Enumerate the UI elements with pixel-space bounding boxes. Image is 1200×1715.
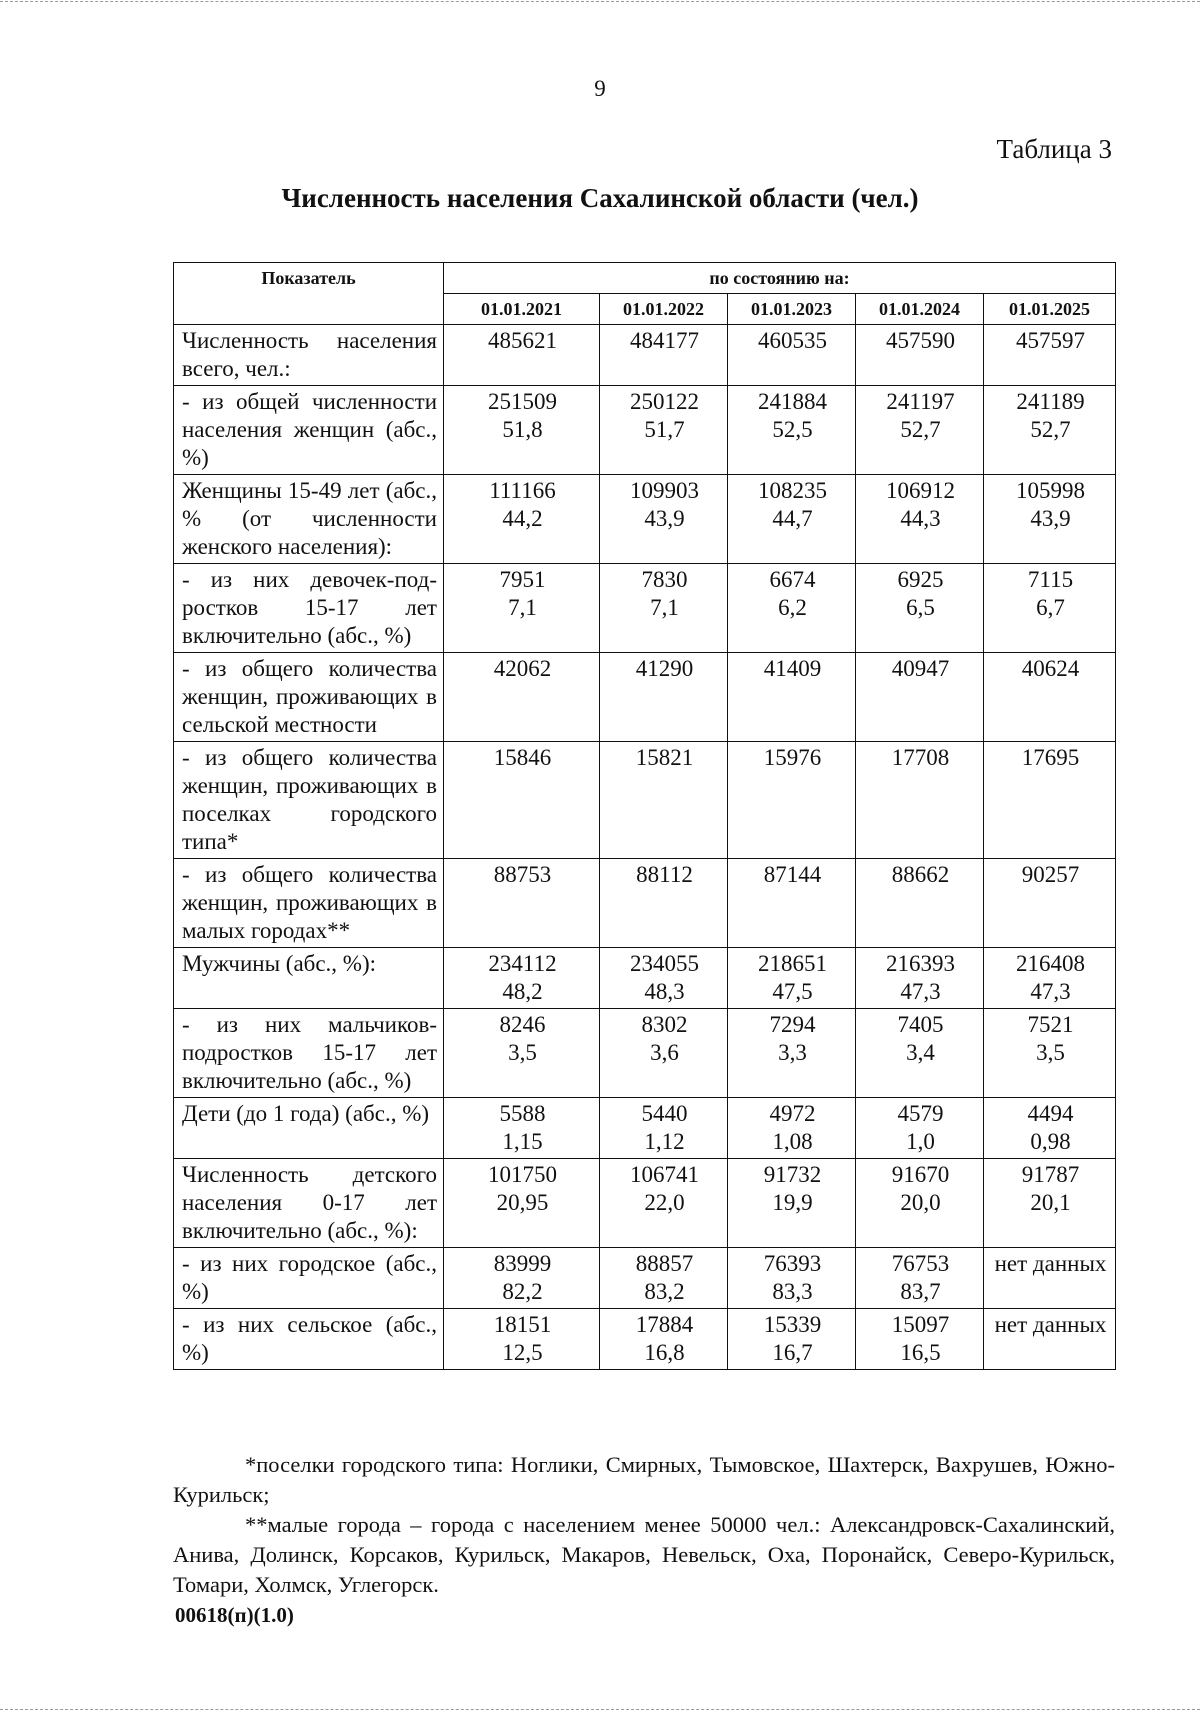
value-absolute: 218651 [758, 951, 827, 976]
value-percent: 7,1 [508, 595, 537, 620]
value-absolute: 7115 [1027, 567, 1074, 592]
value-absolute: 241884 [758, 389, 827, 414]
value-percent: 43,9 [644, 506, 685, 531]
value-cell [856, 948, 984, 1009]
value-cell [984, 325, 1116, 386]
header-date: 01.01.2021 [444, 294, 600, 325]
row-label: - из общего количества женщин, проживающих в малых городах** [174, 859, 444, 948]
table-row [174, 325, 1116, 386]
value-absolute: 17695 [1021, 745, 1080, 770]
value-absolute: 109903 [630, 478, 699, 503]
value-absolute: 7830 [641, 567, 688, 592]
value-absolute: нет данных [994, 1312, 1107, 1337]
value-percent: 43,9 [1030, 506, 1071, 531]
value-percent: 12,5 [502, 1340, 543, 1365]
value-cell [856, 1159, 984, 1248]
value-absolute: 88112 [636, 862, 693, 887]
value-cell [856, 475, 984, 564]
value-absolute: 76393 [763, 1251, 822, 1276]
value-percent: 47,3 [900, 979, 941, 1004]
value-percent: 52,5 [772, 417, 813, 442]
table-row [174, 1159, 1116, 1248]
value-absolute: 108235 [758, 478, 827, 503]
value-percent: 3,5 [508, 1040, 537, 1065]
value-cell [984, 1009, 1116, 1098]
row-label: - из них сельское (абс., %) [174, 1309, 444, 1370]
value-percent: 20,1 [1030, 1190, 1071, 1215]
value-cell [856, 742, 984, 859]
value-percent: 44,7 [772, 506, 813, 531]
footnote-small-towns: **малые города – города с населением менее 50000 чел.: Александровск-Сахалинский, Анива, Долинск, Корсаков, Курильск, Макаров, Невельск, Оха, Поронайск, Северо-Курильск, Томари, Холмск, Углегорск. [173, 1512, 1115, 1597]
value-absolute: 485621 [488, 328, 557, 353]
value-absolute: 7405 [897, 1012, 944, 1037]
value-absolute: 6925 [897, 567, 944, 592]
value-absolute: 457590 [886, 328, 955, 353]
scan-edge-top [0, 1, 1200, 2]
header-date: 01.01.2023 [728, 294, 856, 325]
value-absolute: 91787 [1021, 1162, 1080, 1187]
value-percent: 22,0 [644, 1190, 685, 1215]
scan-edge-bottom [0, 1709, 1200, 1710]
value-cell [444, 1159, 600, 1248]
value-cell [600, 1009, 728, 1098]
value-percent: 83,7 [900, 1279, 941, 1304]
value-cell [984, 1098, 1116, 1159]
value-absolute: 15846 [493, 745, 552, 770]
value-cell [984, 1309, 1116, 1370]
value-absolute: 90257 [1021, 862, 1080, 887]
row-label: - из общей численности населения женщин (абс., %) [174, 386, 444, 475]
value-cell [600, 325, 728, 386]
value-cell [728, 859, 856, 948]
value-percent: 3,4 [906, 1040, 935, 1065]
population-table [173, 262, 1116, 1370]
value-absolute: 17708 [891, 745, 950, 770]
value-cell [856, 653, 984, 742]
row-label: Мужчины (абс., %): [174, 948, 444, 1009]
value-absolute: 216408 [1016, 951, 1085, 976]
value-percent: 7,1 [650, 595, 679, 620]
table-row [174, 564, 1116, 653]
table-row [174, 859, 1116, 948]
value-percent: 6,7 [1036, 595, 1065, 620]
value-cell [856, 1248, 984, 1309]
value-absolute: 234112 [488, 951, 557, 976]
value-absolute: 250122 [630, 389, 699, 414]
document-title: Численность населения Сахалинской области (чел.) [281, 183, 919, 213]
value-percent: 51,7 [644, 417, 685, 442]
row-label: - из них городское (абс., %) [174, 1248, 444, 1309]
value-percent: 0,98 [1030, 1129, 1071, 1154]
value-cell [856, 1098, 984, 1159]
value-absolute: 76753 [891, 1251, 950, 1276]
value-percent: 47,3 [1030, 979, 1071, 1004]
value-cell [984, 475, 1116, 564]
value-absolute: 7951 [499, 567, 546, 592]
value-cell [984, 386, 1116, 475]
value-cell [984, 1159, 1116, 1248]
value-absolute: 460535 [758, 328, 827, 353]
value-absolute: 251509 [488, 389, 557, 414]
value-percent: 52,7 [1030, 417, 1071, 442]
value-percent: 52,7 [900, 417, 941, 442]
header-row [174, 263, 1116, 294]
value-absolute: 40947 [891, 656, 950, 681]
header-indicator: Показатель [174, 263, 444, 325]
table-row [174, 475, 1116, 564]
value-cell [600, 386, 728, 475]
value-absolute: 5588 [499, 1101, 546, 1126]
table-row [174, 386, 1116, 475]
value-absolute: 91670 [891, 1162, 950, 1187]
value-absolute: 4972 [769, 1101, 816, 1126]
value-percent: 20,95 [496, 1190, 549, 1215]
value-cell [728, 564, 856, 653]
value-cell [600, 1098, 728, 1159]
value-absolute: 41290 [635, 656, 694, 681]
value-percent: 44,2 [502, 506, 543, 531]
value-cell [984, 742, 1116, 859]
value-absolute: 42062 [493, 656, 552, 681]
value-cell [600, 742, 728, 859]
value-absolute: нет данных [994, 1251, 1107, 1276]
value-cell [728, 1159, 856, 1248]
value-cell [728, 1098, 856, 1159]
value-absolute: 234055 [630, 951, 699, 976]
footnote-urban-settlements: *поселки городского типа: Ноглики, Смирных, Тымовское, Шахтерск, Вахрушев, Южно-Курильск; [173, 1452, 1115, 1507]
value-cell [600, 948, 728, 1009]
table-row [174, 1309, 1116, 1370]
value-cell [984, 564, 1116, 653]
value-percent: 47,5 [772, 979, 813, 1004]
value-percent: 16,8 [644, 1340, 685, 1365]
value-absolute: 87144 [763, 862, 822, 887]
value-percent: 48,2 [502, 979, 543, 1004]
value-absolute: 7294 [769, 1012, 816, 1037]
header-date: 01.01.2022 [600, 294, 728, 325]
value-cell [600, 475, 728, 564]
value-absolute: 40624 [1021, 656, 1080, 681]
value-cell [444, 386, 600, 475]
value-cell [444, 859, 600, 948]
value-cell [728, 1309, 856, 1370]
value-percent: 16,5 [900, 1340, 941, 1365]
value-absolute: 4494 [1027, 1101, 1074, 1126]
value-cell [600, 564, 728, 653]
value-percent: 1,12 [644, 1129, 685, 1154]
value-absolute: 101750 [488, 1162, 557, 1187]
value-absolute: 17884 [635, 1312, 694, 1337]
value-absolute: 484177 [630, 328, 699, 353]
value-cell [728, 1248, 856, 1309]
value-cell [444, 325, 600, 386]
value-percent: 3,3 [778, 1040, 807, 1065]
value-percent: 3,5 [1036, 1040, 1065, 1065]
value-cell [984, 948, 1116, 1009]
value-percent: 82,2 [502, 1279, 543, 1304]
document-code: 00618(п)(1.0) [175, 1603, 294, 1627]
value-percent: 51,8 [502, 417, 543, 442]
value-cell [444, 475, 600, 564]
table-row [174, 1009, 1116, 1098]
row-label: - из них мальчиков-подростков 15-17 лет включительно (абс., %) [174, 1009, 444, 1098]
value-absolute: 88662 [891, 862, 950, 887]
value-cell [984, 1248, 1116, 1309]
row-label: - из общего количества женщин, проживающих в сельской местности [174, 653, 444, 742]
table-row [174, 948, 1116, 1009]
value-absolute: 106912 [886, 478, 955, 503]
value-percent: 83,3 [772, 1279, 813, 1304]
value-absolute: 105998 [1016, 478, 1085, 503]
value-absolute: 8302 [641, 1012, 688, 1037]
footnotes [173, 1450, 1115, 1600]
value-cell [444, 1248, 600, 1309]
value-percent: 16,7 [772, 1340, 813, 1365]
value-cell [728, 742, 856, 859]
value-percent: 3,6 [650, 1040, 679, 1065]
value-absolute: 83999 [493, 1251, 552, 1276]
value-cell [444, 1309, 600, 1370]
value-percent: 1,0 [906, 1129, 935, 1154]
table-body [174, 325, 1116, 1370]
row-label: Численность населения всего, чел.: [174, 325, 444, 386]
value-cell [444, 1009, 600, 1098]
value-cell [984, 859, 1116, 948]
header-date: 01.01.2025 [984, 294, 1116, 325]
value-cell [728, 1009, 856, 1098]
table-row [174, 742, 1116, 859]
value-absolute: 88753 [493, 862, 552, 887]
value-absolute: 15976 [763, 745, 822, 770]
page-number: 9 [594, 76, 606, 101]
value-cell [984, 653, 1116, 742]
value-absolute: 457597 [1016, 328, 1085, 353]
value-percent: 83,2 [644, 1279, 685, 1304]
row-label: - из общего количества женщин, проживающих в поселках городского типа* [174, 742, 444, 859]
table-row [174, 1248, 1116, 1309]
value-absolute: 241197 [886, 389, 955, 414]
value-absolute: 7521 [1027, 1012, 1074, 1037]
value-absolute: 91732 [763, 1162, 822, 1187]
value-cell [444, 948, 600, 1009]
value-absolute: 88857 [635, 1251, 694, 1276]
row-label: Дети (до 1 года) (абс., %) [174, 1098, 444, 1159]
value-cell [856, 386, 984, 475]
value-absolute: 8246 [499, 1012, 546, 1037]
value-absolute: 241189 [1016, 389, 1085, 414]
value-absolute: 18151 [493, 1312, 552, 1337]
value-cell [728, 653, 856, 742]
value-absolute: 15821 [635, 745, 694, 770]
value-percent: 1,08 [772, 1129, 813, 1154]
value-cell [600, 1159, 728, 1248]
value-cell [856, 564, 984, 653]
row-label: - из них девочек-подростков 15-17 лет включительно (абс., %) [174, 564, 444, 653]
value-cell [444, 653, 600, 742]
value-cell [856, 1009, 984, 1098]
row-label: Женщины 15-49 лет (абс., % (от численности женского населения): [174, 475, 444, 564]
value-absolute: 15097 [891, 1312, 950, 1337]
table-label: Таблица 3 [996, 134, 1112, 164]
value-absolute: 111166 [489, 478, 556, 503]
table-row [174, 653, 1116, 742]
table-row [174, 1098, 1116, 1159]
value-cell [856, 1309, 984, 1370]
value-cell [600, 859, 728, 948]
value-absolute: 41409 [763, 656, 822, 681]
value-cell [600, 653, 728, 742]
value-absolute: 4579 [897, 1101, 944, 1126]
value-absolute: 5440 [641, 1101, 688, 1126]
value-cell [728, 475, 856, 564]
value-percent: 20,0 [900, 1190, 941, 1215]
value-percent: 19,9 [772, 1190, 813, 1215]
value-percent: 6,2 [778, 595, 807, 620]
row-label: Численность детского населения 0-17 лет включительно (абс., %): [174, 1159, 444, 1248]
value-percent: 1,15 [502, 1129, 543, 1154]
value-percent: 48,3 [644, 979, 685, 1004]
value-absolute: 106741 [630, 1162, 699, 1187]
value-cell [444, 564, 600, 653]
value-cell [728, 948, 856, 1009]
value-percent: 44,3 [900, 506, 941, 531]
value-cell [600, 1309, 728, 1370]
value-percent: 6,5 [906, 595, 935, 620]
value-cell [444, 742, 600, 859]
value-absolute: 216393 [886, 951, 955, 976]
value-cell [728, 386, 856, 475]
value-absolute: 6674 [769, 567, 816, 592]
value-cell [856, 859, 984, 948]
header-period: по состоянию на: [444, 263, 1116, 294]
value-cell [728, 325, 856, 386]
value-cell [600, 1248, 728, 1309]
value-cell [856, 325, 984, 386]
value-absolute: 15339 [763, 1312, 822, 1337]
value-cell [444, 1098, 600, 1159]
header-date: 01.01.2024 [856, 294, 984, 325]
